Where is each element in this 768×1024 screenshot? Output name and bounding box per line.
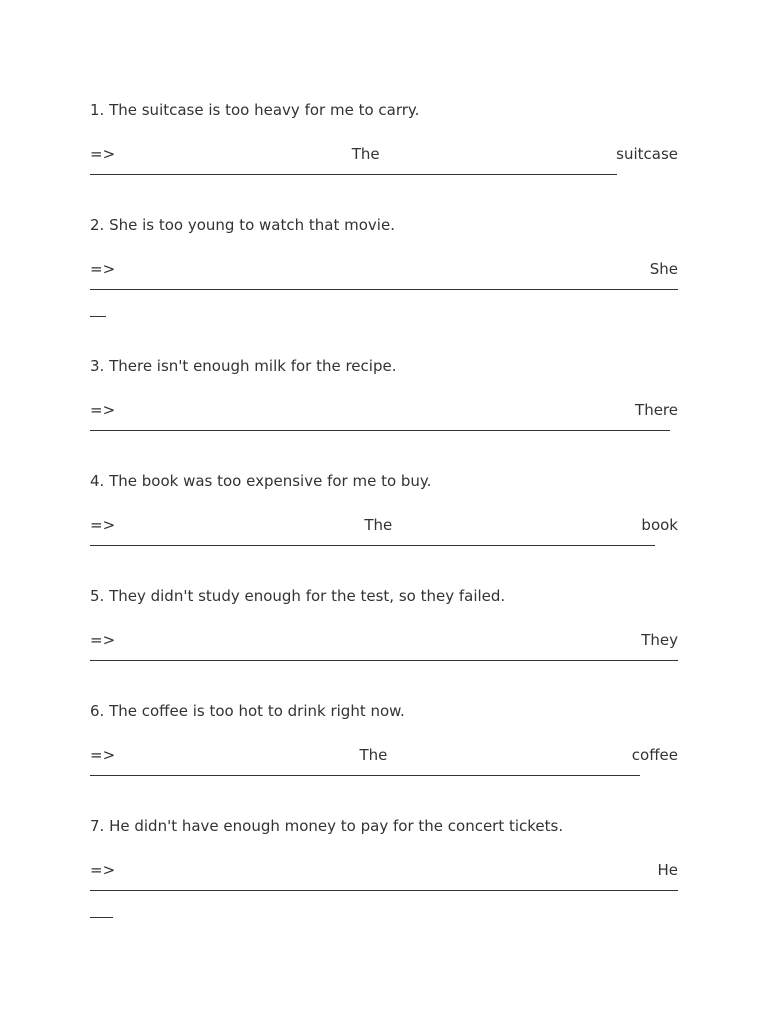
question-prompt: 3. There isn't enough milk for the recipe. <box>90 357 397 375</box>
answer-row <box>90 630 678 650</box>
answer-blank-line[interactable] <box>90 289 678 290</box>
arrow: => <box>90 401 116 419</box>
question-prompt: 4. The book was too expensive for me to buy. <box>90 472 432 490</box>
arrow: => <box>90 746 116 764</box>
question-prompt: 1. The suitcase is too heavy for me to carry. <box>90 101 420 119</box>
arrow: => <box>90 861 116 879</box>
answer-blank-line[interactable] <box>90 890 678 891</box>
answer-blank-line[interactable] <box>90 174 617 175</box>
answer-start-word: The <box>359 746 388 764</box>
answer-blank-line[interactable] <box>90 660 678 661</box>
answer-blank-line-continued[interactable] <box>90 917 113 918</box>
answer-blank-line[interactable] <box>90 775 640 776</box>
answer-start-word: book <box>641 516 678 534</box>
arrow: => <box>90 631 116 649</box>
answer-start-word: He <box>657 861 678 879</box>
question-prompt: 7. He didn't have enough money to pay for the concert tickets. <box>90 817 564 835</box>
answer-blank-line-continued[interactable] <box>90 316 106 317</box>
answer-start-word: She <box>649 260 678 278</box>
answer-row <box>90 400 678 420</box>
answer-start-word: The <box>351 145 380 163</box>
answer-row <box>90 860 678 880</box>
answer-start-word: coffee <box>631 746 678 764</box>
arrow: => <box>90 260 116 278</box>
answer-start-word: They <box>641 631 678 649</box>
answer-row <box>90 745 678 765</box>
question-prompt: 5. They didn't study enough for the test, so they failed. <box>90 587 506 605</box>
answer-blank-line[interactable] <box>90 430 670 431</box>
answer-start-word: suitcase <box>616 145 678 163</box>
answer-row <box>90 144 678 164</box>
question-prompt: 2. She is too young to watch that movie. <box>90 216 395 234</box>
answer-row <box>90 515 678 535</box>
answer-blank-line[interactable] <box>90 545 655 546</box>
answer-start-word: The <box>364 516 393 534</box>
arrow: => <box>90 145 116 163</box>
answer-start-word: There <box>635 401 678 419</box>
question-prompt: 6. The coffee is too hot to drink right now. <box>90 702 405 720</box>
answer-row <box>90 259 678 279</box>
arrow: => <box>90 516 116 534</box>
